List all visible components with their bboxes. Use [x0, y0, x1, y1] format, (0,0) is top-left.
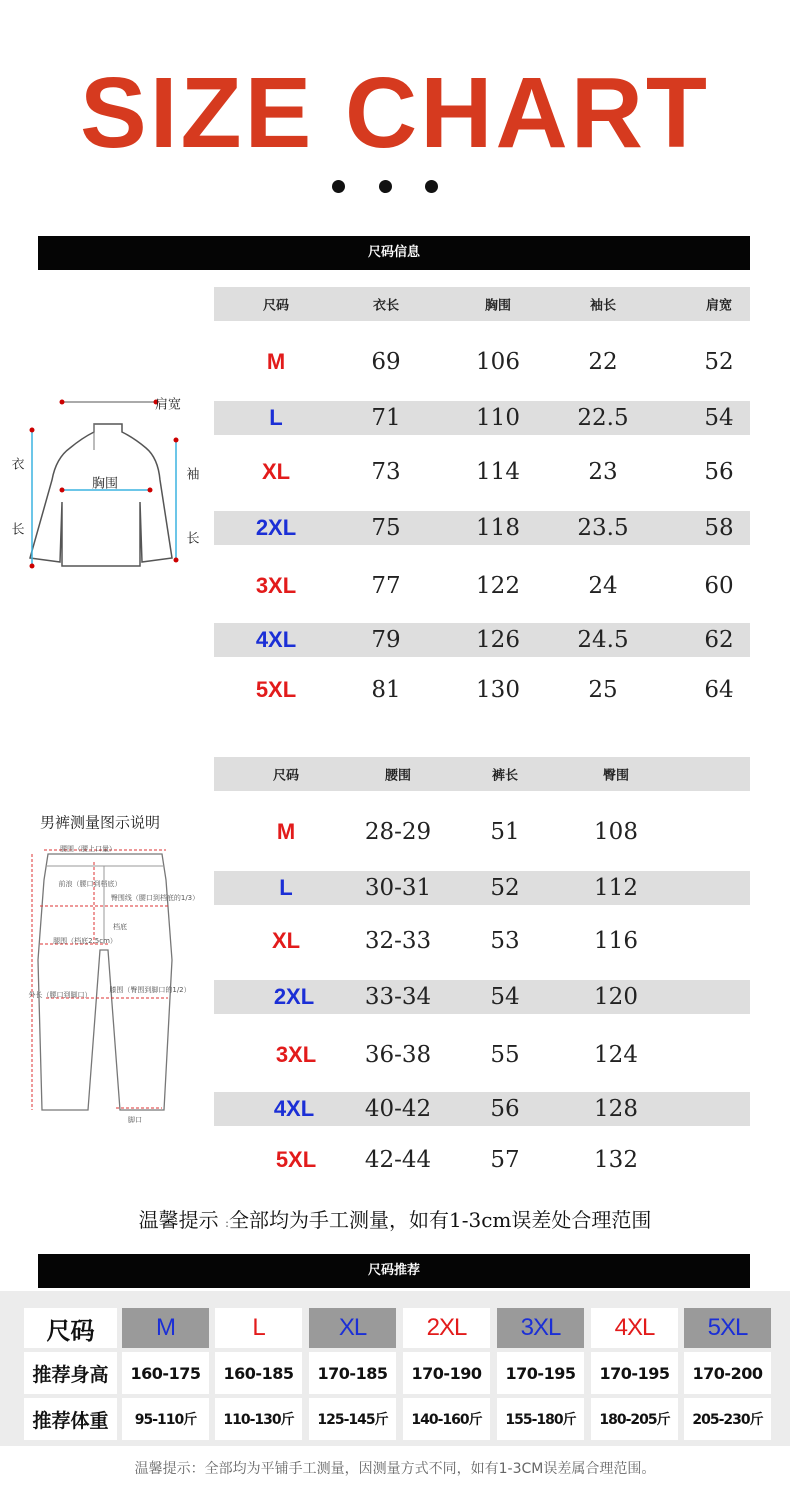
table-cell: 73 — [371, 459, 401, 485]
table-cell: 128 — [594, 1096, 638, 1122]
table-cell: 69 — [371, 349, 401, 375]
table-cell: 25 — [588, 677, 618, 703]
diagram-label-sleeve-2: 长 — [186, 531, 200, 547]
recommend-weight: 95-110斤 — [122, 1398, 209, 1440]
header-1: 衣长 — [372, 298, 400, 314]
table-cell: 52 — [490, 875, 520, 901]
recommend-height: 170-195 — [497, 1352, 584, 1394]
trousers-caption: 男裤测量图示说明 — [39, 813, 161, 832]
table-cell: 116 — [594, 928, 638, 954]
recommend-size: 3XL — [497, 1308, 584, 1348]
recommend-weight: 140-160斤 — [403, 1398, 490, 1440]
tip-note — [0, 1204, 790, 1233]
trousers-label: 外长（腰口到脚口） — [28, 991, 92, 999]
table-cell: 132 — [594, 1147, 638, 1173]
table-cell: 32-33 — [364, 928, 432, 954]
table-cell: 22.5 — [577, 405, 629, 431]
table-cell: 118 — [476, 515, 520, 541]
table-cell: 79 — [371, 627, 401, 653]
table-cell: 108 — [594, 819, 638, 845]
diagram-label-sleeve-1: 袖 — [186, 467, 200, 483]
table-cell: 56 — [490, 1096, 520, 1122]
recommend-height: 160-185 — [215, 1352, 302, 1394]
size-label: 4XL — [255, 627, 297, 652]
recommend-height: 170-185 — [309, 1352, 396, 1394]
table-cell: 53 — [490, 928, 520, 954]
header-3: 臀围 — [602, 768, 630, 784]
recommend-size: 2XL — [403, 1308, 490, 1348]
table-cell: 54 — [704, 405, 734, 431]
table-cell: 57 — [490, 1147, 520, 1173]
recommend-weight: 205-230斤 — [684, 1398, 771, 1440]
recommend-size: M — [122, 1308, 209, 1348]
header-2: 裤长 — [491, 768, 519, 784]
size-recommend-bar: 尺码推荐 — [38, 1254, 750, 1288]
table-cell: 24.5 — [577, 627, 629, 653]
size-label: L — [269, 405, 283, 430]
header-3: 袖长 — [589, 298, 617, 314]
trousers-label: 腰围（腰上口量） — [60, 845, 116, 853]
table-cell: 24 — [588, 573, 618, 599]
footer-note: 温馨提示：全部均为平铺手工测量，因测量方式不同，如有1-3CM误差属合理范围。 — [134, 1461, 656, 1477]
trousers-label: 腿围（档底2.5cm） — [53, 937, 117, 945]
table-cell: 112 — [594, 875, 638, 901]
size-row-label: 尺码 — [24, 1308, 117, 1348]
header-0: 尺码 — [262, 298, 290, 314]
trousers-label: 臀围线（腰口到档底的1/3） — [110, 894, 200, 902]
trousers-label: 膝围（臀围到脚口的1/2） — [109, 986, 191, 994]
recommend-weight: 125-145斤 — [309, 1398, 396, 1440]
row-band — [214, 871, 750, 905]
recommend-weight: 110-130斤 — [215, 1398, 302, 1440]
table-cell: 40-42 — [364, 1096, 432, 1122]
size-label: XL — [271, 928, 301, 953]
table-cell: 124 — [594, 1042, 638, 1068]
trousers-label: 档底 — [113, 923, 127, 931]
size-label: 3XL — [275, 1042, 317, 1067]
table-cell: 23.5 — [577, 515, 629, 541]
table-cell: 114 — [476, 459, 520, 485]
recommend-size: L — [215, 1308, 302, 1348]
dot-icon — [379, 180, 392, 193]
recommend-weight: 180-205斤 — [591, 1398, 678, 1440]
trousers-label: 前浪（腰口到档底） — [58, 880, 122, 888]
table-cell: 51 — [490, 819, 520, 845]
table-cell: 126 — [476, 627, 520, 653]
header-band — [214, 287, 750, 321]
header-2: 胸围 — [484, 298, 512, 314]
diagram-label-length-1: 衣 — [11, 457, 25, 473]
table-cell: 106 — [476, 349, 520, 375]
size-label: L — [279, 875, 293, 900]
size-label: M — [266, 349, 286, 374]
table-cell: 28-29 — [364, 819, 432, 845]
table-cell: 120 — [594, 984, 638, 1010]
table-cell: 52 — [704, 349, 734, 375]
table-cell: 58 — [704, 515, 734, 541]
table-cell: 23 — [588, 459, 618, 485]
table-cell: 81 — [371, 677, 401, 703]
recommend-height: 170-190 — [403, 1352, 490, 1394]
table-cell: 64 — [704, 677, 734, 703]
page-title: SIZE CHART — [80, 57, 710, 169]
size-label: XL — [261, 459, 291, 484]
table-cell: 62 — [704, 627, 734, 653]
recommend-height: 170-200 — [684, 1352, 771, 1394]
size-label: 3XL — [255, 573, 297, 598]
table-cell: 71 — [371, 405, 401, 431]
recommend-weight: 155-180斤 — [497, 1398, 584, 1440]
table-cell: 122 — [476, 573, 520, 599]
dot-icon — [425, 180, 438, 193]
height-row-label: 推荐身高 — [24, 1352, 117, 1394]
table-cell: 33-34 — [364, 984, 432, 1010]
recommend-height: 160-175 — [122, 1352, 209, 1394]
table-cell: 130 — [476, 677, 520, 703]
table-cell: 56 — [704, 459, 734, 485]
table-cell: 42-44 — [364, 1147, 432, 1173]
table-cell: 30-31 — [364, 875, 432, 901]
size-label: 5XL — [275, 1147, 317, 1172]
size-label: 2XL — [273, 984, 315, 1009]
tip-prefix: 温馨提示 — [138, 1208, 219, 1232]
weight-row-label: 推荐体重 — [24, 1398, 117, 1440]
trousers-label: 脚口 — [128, 1116, 142, 1124]
table-cell: 36-38 — [364, 1042, 432, 1068]
dot-icon — [332, 180, 345, 193]
header-0: 尺码 — [272, 768, 300, 784]
header-1: 腰围 — [384, 768, 412, 784]
table-cell: 22 — [588, 349, 618, 375]
table-cell: 60 — [704, 573, 734, 599]
size-label: 4XL — [273, 1096, 315, 1121]
tip-text: 全部均为手工测量，如有1-3cm误差处合理范围 — [229, 1208, 652, 1232]
recommend-size: 4XL — [591, 1308, 678, 1348]
size-info-bar: 尺码信息 — [38, 236, 750, 270]
header-4: 肩宽 — [705, 298, 733, 314]
recommend-height: 170-195 — [591, 1352, 678, 1394]
recommend-size: 5XL — [684, 1308, 771, 1348]
table-cell: 75 — [371, 515, 401, 541]
diagram-label-length-2: 长 — [11, 522, 25, 538]
diagram-label-shoulder: 肩宽 — [154, 397, 182, 413]
tip-separator: : — [224, 1216, 230, 1230]
table-cell: 110 — [476, 405, 520, 431]
table-cell: 77 — [371, 573, 401, 599]
size-label: 5XL — [255, 677, 297, 702]
size-label: M — [276, 819, 296, 844]
recommend-size: XL — [309, 1308, 396, 1348]
diagram-label-chest: 胸围 — [91, 476, 119, 492]
table-cell: 55 — [490, 1042, 520, 1068]
table-cell: 54 — [490, 984, 520, 1010]
size-label: 2XL — [255, 515, 297, 540]
